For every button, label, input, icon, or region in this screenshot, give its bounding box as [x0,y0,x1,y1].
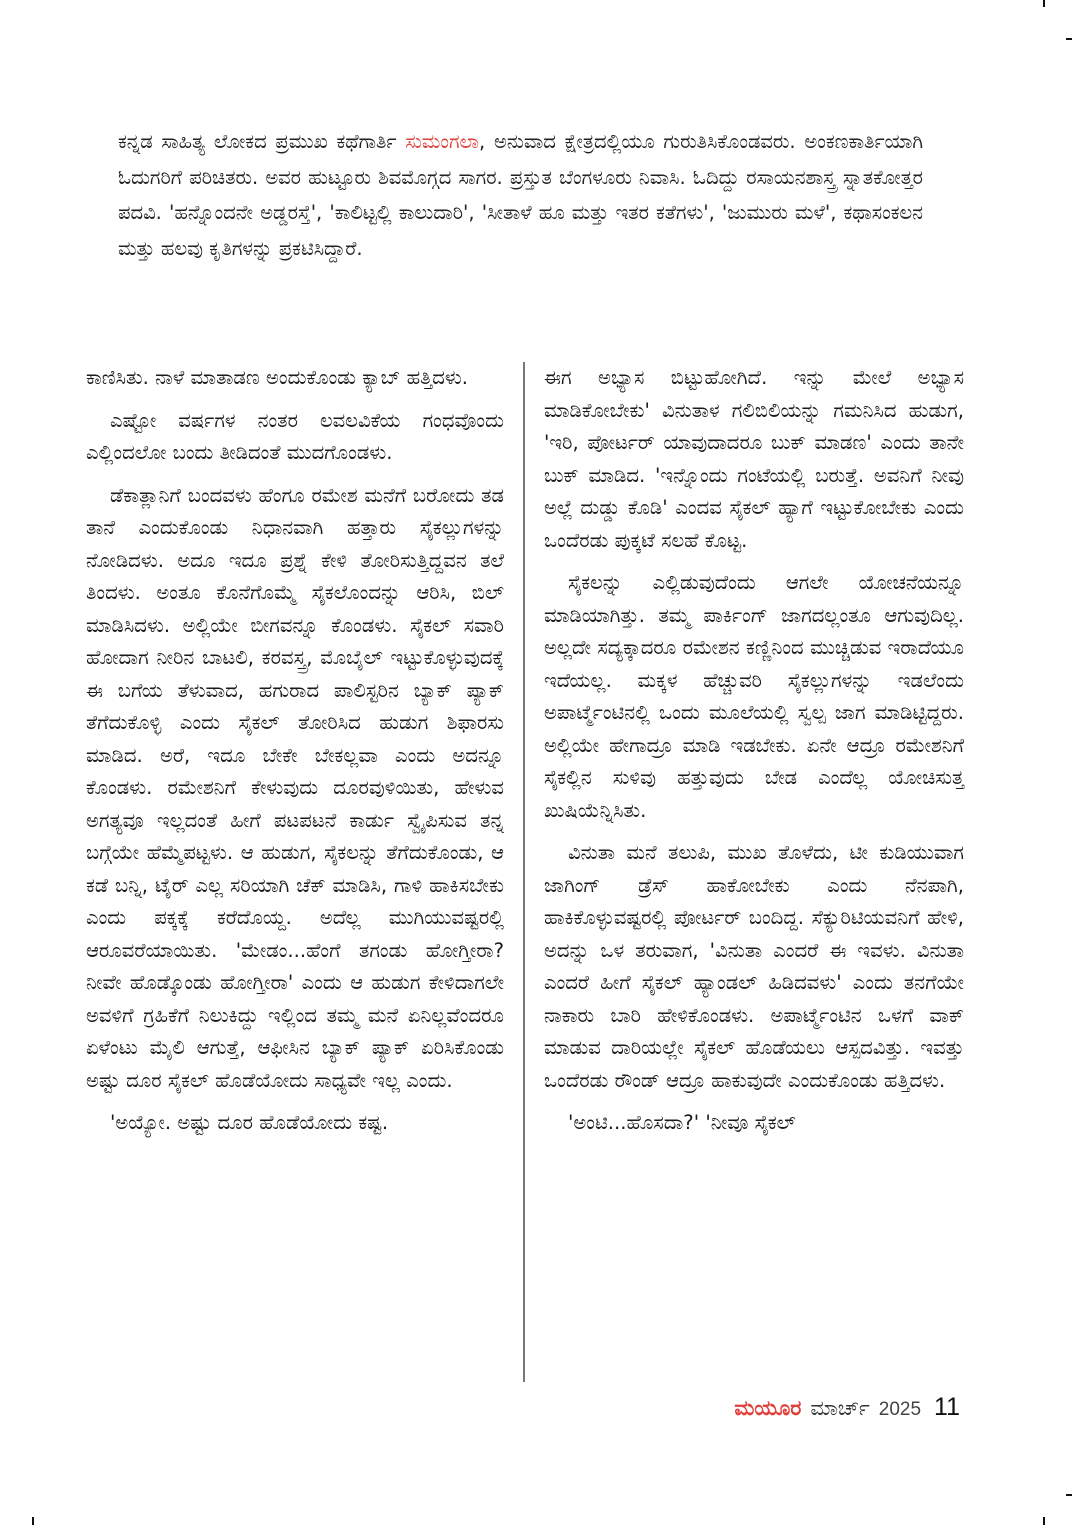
magazine-logo: ಮಯೂರ [734,1396,802,1420]
issue-year: 2025 [878,1399,922,1420]
paragraph: ಸೈಕಲನ್ನು ಎಲ್ಲಿಡುವುದೆಂದು ಆಗಲೇ ಯೋಚನೆಯನ್ನೂ ಮಾಡಿಯಾಗಿತ್ತು. ತಮ್ಮ ಪಾರ್ಕಿಂಗ್ ಜಾಗದಲ್ಲಂತೂ ಆಗುವುದಿಲ್ಲ. ಅಲ್ಲದೇ ಸದ್ಯಕ್ಕಾದರೂ ರಮೇಶನ ಕಣ್ಣಿನಿಂದ ಮುಚ್ಚಿಡುವ ಇರಾದೆಯೂ ಇದೆಯಲ್ಲ. ಮಕ್ಕಳ ಹೆಚ್ಚುವರಿ ಸೈಕಲ್ಲುಗಳನ್ನು ಇಡಲೆಂದು ಅಪಾರ್ಟ್ಮೆಂಟಿನಲ್ಲಿ ಒಂದು ಮೂಲೆಯಲ್ಲಿ ಸ್ವಲ್ಪ ಜಾಗ ಮಾಡಿಟ್ಟಿದ್ದರು. ಅಲ್ಲಿಯೇ ಹೇಗಾದ್ರೂ ಮಾಡಿ ಇಡಬೇಕು. ಏನೇ ಆದ್ರೂ ರಮೇಶನಿಗೆ ಸೈಕಲ್ಲಿನ ಸುಳಿವು ಹತ್ತುವುದು ಬೇಡ ಎಂದೆಲ್ಲ ಯೋಚಿಸುತ್ತ ಖುಷಿಯೆನ್ನಿಸಿತು. [544,571,964,822]
author-bio-intro: ಕನ್ನಡ ಸಾಹಿತ್ಯ ಲೋಕದ ಪ್ರಮುಖ ಕಥೆಗಾರ್ತಿ [118,130,406,153]
page-number: 11 [934,1393,960,1421]
crop-mark-bottom-left [32,1517,34,1525]
paragraph: ವಿನುತಾ ಮನೆ ತಲುಪಿ, ಮುಖ ತೊಳೆದು, ಟೀ ಕುಡಿಯುವಾಗ ಜಾಗಿಂಗ್ ಡ್ರೆಸ್ ಹಾಕೋಬೇಕು ಎಂದು ನೆನಪಾಗಿ, ಹಾಕಿಕೊಳ್ಳುವಷ್ಟರಲ್ಲಿ ಪೋರ್ಟರ್ ಬಂದಿದ್ದ. ಸೆಕ್ಯುರಿಟಿಯವನಿಗೆ ಹೇಳಿ, ಅದನ್ನು ಒಳ ತರುವಾಗ, 'ವಿನುತಾ ಎಂದರೆ ಈ ಇವಳು. ವಿನುತಾ ಎಂದರೆ ಹೀಗೆ ಸೈಕಲ್ ಹ್ಯಾಂಡಲ್ ಹಿಡಿದವಳು' ಎಂದು ತನಗೆಯೇ ನಾಕಾರು ಬಾರಿ ಹೇಳಿಕೊಂಡಳು. ಅಪಾರ್ಟ್ಮೆಂಟಿನ ಒಳಗೆ ವಾಕ್ ಮಾಡುವ ದಾರಿಯಲ್ಲೇ ಸೈಕಲ್ ಹೊಡೆಯಲು ಆಸ್ಪದವಿತ್ತು. ಇವತ್ತು ಒಂದೆರಡು ರೌಂಡ್ ಆದ್ರೂ ಹಾಕುವುದೇ ಎಂದುಕೊಂಡು ಹತ್ತಿದಳು. [544,841,964,1092]
paragraph: ಈಗ ಅಭ್ಯಾಸ ಬಿಟ್ಟುಹೋಗಿದೆ. ಇನ್ನು ಮೇಲೆ ಅಭ್ಯಾಸ ಮಾಡಿಕೋಬೇಕು' ವಿನುತಾಳ ಗಲಿಬಿಲಿಯನ್ನು ಗಮನಿಸಿದ ಹುಡುಗ, 'ಇರಿ, ಪೋರ್ಟರ್ ಯಾವುದಾದರೂ ಬುಕ್ ಮಾಡಣ' ಎಂದು ತಾನೇ ಬುಕ್ ಮಾಡಿದ. 'ಇನ್ನೊಂದು ಗಂಟೆಯಲ್ಲಿ ಬರುತ್ತೆ. ಅವನಿಗೆ ನೀವು ಅಲ್ಲೆ ದುಡ್ಡು ಕೊಡಿ' ಎಂದವ ಸೈಕಲ್ ಹ್ಯಾಗೆ ಇಟ್ಟುಕೋಬೇಕು ಎಂದು ಒಂದೆರಡು ಪುಕ್ಕಟೆ ಸಲಹೆ ಕೊಟ್ಟ. [544,366,964,552]
paragraph: 'ಅಯ್ಯೋ. ಅಷ್ಟು ದೂರ ಹೊಡೆಯೋದು ಕಷ್ಟ. [110,1111,389,1134]
paragraph: ಕಾಣಿಸಿತು. ನಾಳೆ ಮಾತಾಡಣ ಅಂದುಕೊಂಡು ಕ್ಯಾಬ್ ಹತ್ತಿದಳು. [86,366,468,389]
crop-mark-right-upper [1066,38,1072,40]
author-name: ಸುಮಂಗಲಾ [405,130,480,153]
page-footer [734,1393,960,1422]
issue-month: ಮಾರ್ಚ್ [810,1396,870,1420]
paragraph: ಎಷ್ಟೋ ವರ್ಷಗಳ ನಂತರ ಲವಲವಿಕೆಯ ಗಂಧವೊಂದು ಎಲ್ಲಿಂದಲೋ ಬಂದು ತೀಡಿದಂತೆ ಮುದಗೊಂಡಳು. [86,408,504,464]
crop-mark-right-lower [1066,1494,1072,1496]
crop-mark-bottom-right [1043,1517,1045,1525]
paragraph: ಡೆಕಾತ್ಲಾನಿಗೆ ಬಂದವಳು ಹೆಂಗೂ ರಮೇಶ ಮನೆಗೆ ಬರೋದು ತಡ ತಾನೆ ಎಂದುಕೊಂಡು ನಿಧಾನವಾಗಿ ಹತ್ತಾರು ಸೈಕಲ್ಲುಗಳನ್ನು ನೋಡಿದಳು. ಅದೂ ಇದೂ ಪ್ರಶ್ನೆ ಕೇಳಿ ತೋರಿಸುತ್ತಿದ್ದವನ ತಲೆ ತಿಂದಳು. ಅಂತೂ ಕೊನೆಗೊಮ್ಮೆ ಸೈಕಲೊಂದನ್ನು ಆರಿಸಿ, ಬಿಲ್ ಮಾಡಿಸಿದಳು. ಅಲ್ಲಿಯೇ ಬೀಗವನ್ನೂ ಕೊಂಡಳು. ಸೈಕಲ್ ಸವಾರಿ ಹೋದಾಗ ನೀರಿನ ಬಾಟಲಿ, ಕರವಸ್ತ್ರ, ಮೊಬೈಲ್ ಇಟ್ಟುಕೊಳ್ಳುವುದಕ್ಕೆ ಈ ಬಗೆಯ ತೆಳುವಾದ, ಹಗುರಾದ ಪಾಲಿಸ್ಟರಿನ ಬ್ಯಾಕ್ ಪ್ಯಾಕ್ ತೆಗೆದುಕೊಳ್ಳಿ ಎಂದು ಸೈಕಲ್ ತೋರಿಸಿದ ಹುಡುಗ ಶಿಫಾರಸು ಮಾಡಿದ. ಅರೆ, ಇದೂ ಬೇಕೇ ಬೇಕಲ್ಲವಾ ಎಂದು ಅದನ್ನೂ ಕೊಂಡಳು. ರಮೇಶನಿಗೆ ಕೇಳುವುದು ದೂರವುಳಿಯಿತು, ಹೇಳುವ ಅಗತ್ಯವೂ ಇಲ್ಲದಂತೆ ಹೀಗೆ ಪಟಪಟನೆ ಕಾರ್ಡು ಸ್ವೈಪಿಸುವ ತನ್ನ ಬಗ್ಗೆಯೇ ಹೆಮ್ಮೆಪಟ್ಟಳು. ಆ ಹುಡುಗ, ಸೈಕಲನ್ನು ತೆಗೆದುಕೊಂಡು, ಆ ಕಡೆ ಬನ್ನಿ, ಟೈರ್ ಎಲ್ಲ ಸರಿಯಾಗಿ ಚೆಕ್ ಮಾಡಿಸಿ, ಗಾಳಿ ಹಾಕಿಸಬೇಕು ಎಂದು ಪಕ್ಕಕ್ಕೆ ಕರೆದೊಯ್ದ. ಅದೆಲ್ಲ ಮುಗಿಯುವಷ್ಟರಲ್ಲಿ ಆರೂವರೆಯಾಯಿತು. 'ಮೇಡಂ...ಹೆಂಗೆ ತಗಂಡು ಹೋಗ್ತೀರಾ? ನೀವೇ ಹೊಡ್ಕೊಂಡು ಹೋಗ್ತೀರಾ' ಎಂದು ಆ ಹುಡುಗ ಕೇಳಿದಾಗಲೇ ಅವಳಿಗೆ ಗ್ರಹಿಕೆಗೆ ನಿಲುಕಿದ್ದು ಇಲ್ಲಿಂದ ತಮ್ಮ ಮನೆ ಏನಿಲ್ಲವೆಂದರೂ ಏಳೆಂಟು ಮೈಲಿ ಆಗುತ್ತೆ, ಆಫೀಸಿನ ಬ್ಯಾಕ್ ಪ್ಯಾಕ್ ಏರಿಸಿಕೊಂಡು ಅಷ್ಟು ದೂರ ಸೈಕಲ್ ಹೊಡೆಯೋದು ಸಾಧ್ಯವೇ ಇಲ್ಲ ಎಂದು. [86,483,504,1092]
crop-mark-top-right [1043,0,1045,7]
paragraph: 'ಅಂಟಿ...ಹೊಸದಾ?' 'ನೀವೂ ಸೈಕಲ್ [568,1111,796,1134]
author-bio [118,124,923,266]
article-column-left [86,362,504,1140]
article-column-right [544,362,964,1140]
author-bio-details: , ಅನುವಾದ ಕ್ಷೇತ್ರದಲ್ಲಿಯೂ ಗುರುತಿಸಿಕೊಂಡವರು. ಅಂಕಣಕಾರ್ತಿಯಾಗಿ ಓದುಗರಿಗೆ ಪರಿಚಿತರು. ಅವರ ಹುಟ್ಟೂರು ಶಿವಮೊಗ್ಗದ ಸಾಗರ. ಪ್ರಸ್ತುತ ಬೆಂಗಳೂರು ನಿವಾಸಿ. ಓದಿದ್ದು ರಸಾಯನಶಾಸ್ತ್ರ ಸ್ನಾತಕೋತ್ತರ ಪದವಿ. 'ಹನ್ನೊಂದನೇ ಅಡ್ಡರಸ್ತೆ', 'ಕಾಲಿಟ್ಟಲ್ಲಿ ಕಾಲುದಾರಿ', 'ಸೀತಾಳೆ ಹೂ ಮತ್ತು ಇತರ ಕತೆಗಳು', 'ಜುಮುರು ಮಳೆ', ಕಥಾಸಂಕಲನ ಮತ್ತು ಹಲವು ಕೃತಿಗಳನ್ನು ಪ್ರಕಟಿಸಿದ್ದಾರೆ. [118,130,923,260]
column-divider [523,362,525,1382]
